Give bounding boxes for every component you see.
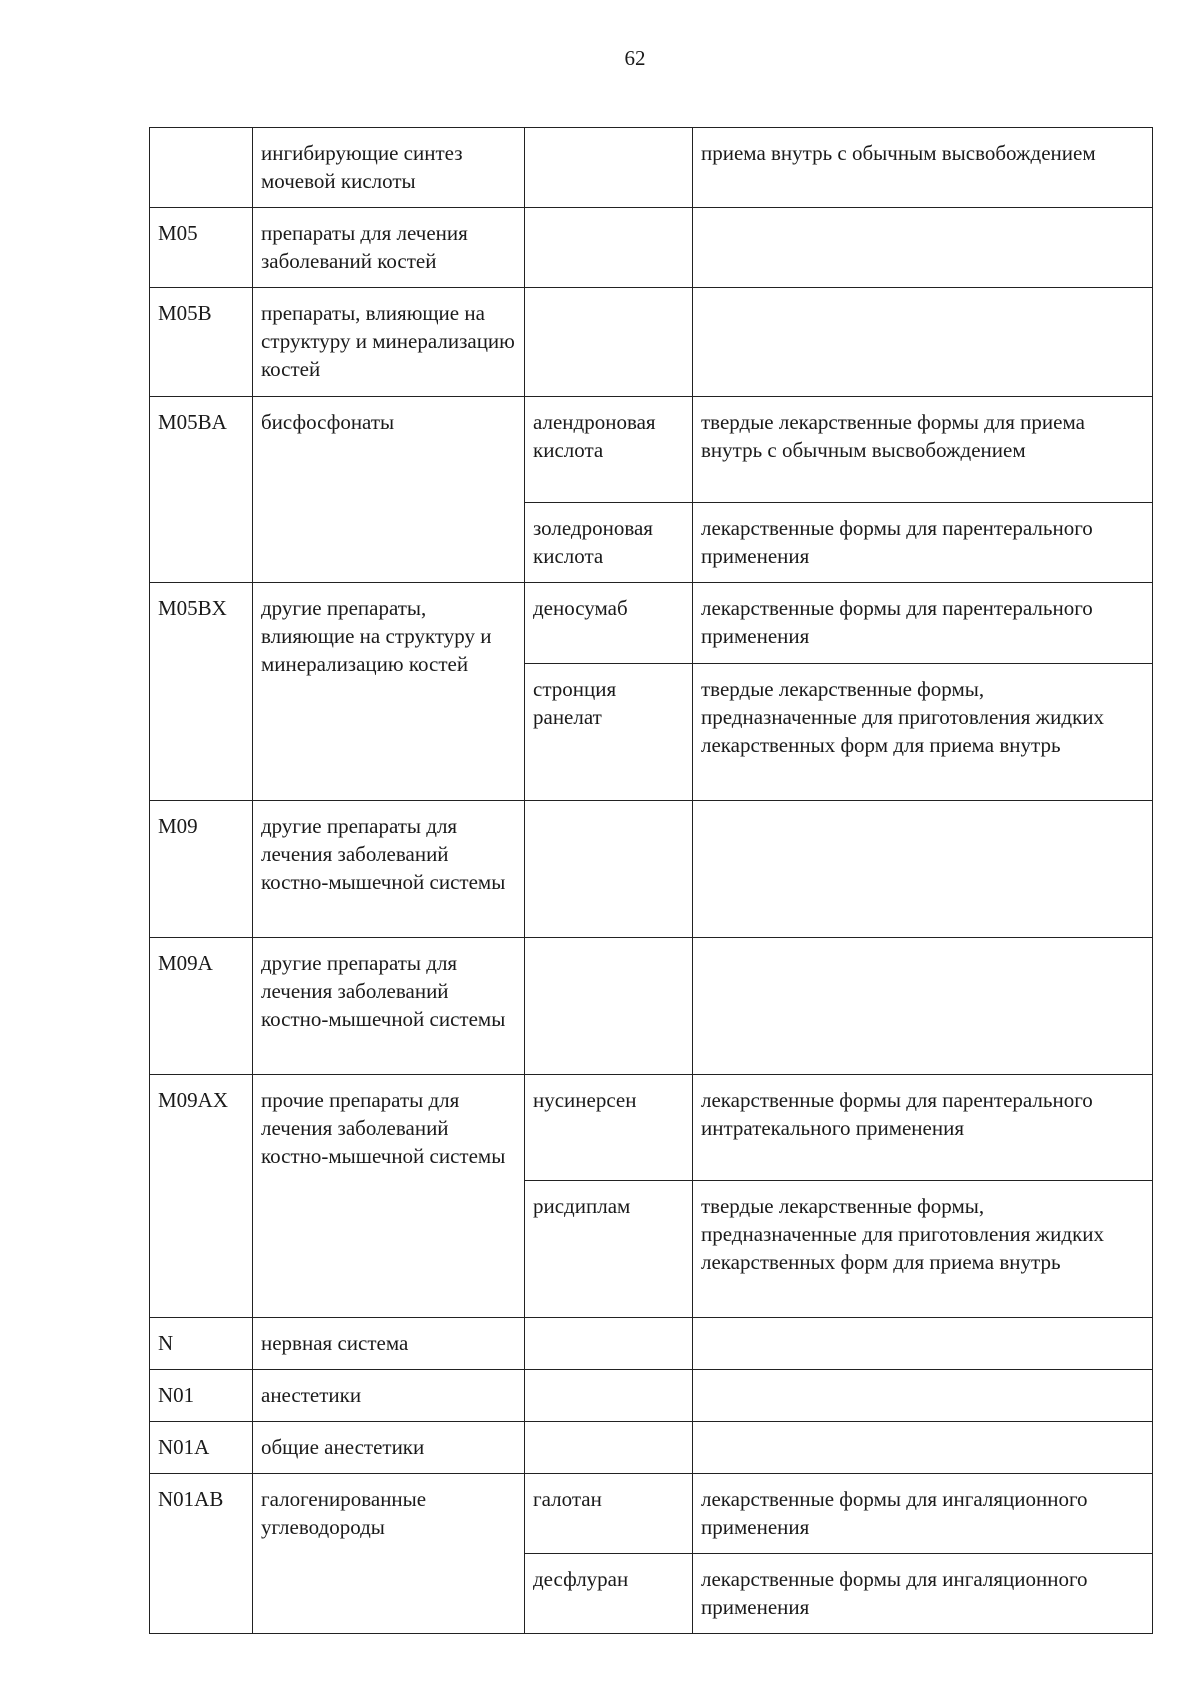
inn-cell — [525, 128, 693, 208]
inn-cell — [525, 1422, 693, 1474]
inn-cell — [525, 1370, 693, 1422]
page-number: 62 — [624, 46, 646, 70]
atc-code-cell: N — [150, 1318, 253, 1370]
atc-code-cell: M05B — [150, 288, 253, 397]
inn-cell: стронция ранелат — [525, 664, 693, 801]
table-row — [150, 1075, 1153, 1181]
table-row — [150, 938, 1153, 1075]
group-name-cell: другие препараты для лечения заболеваний костно-мышечной системы — [253, 801, 525, 938]
atc-code-cell — [150, 128, 253, 208]
group-name-cell: нервная система — [253, 1318, 525, 1370]
group-name-cell: ингибирующие синтез мочевой кислоты — [253, 128, 525, 208]
atc-code-cell: N01 — [150, 1370, 253, 1422]
medicines-table — [149, 127, 1153, 1634]
inn-cell — [525, 1318, 693, 1370]
group-name-cell: бисфосфонаты — [253, 397, 525, 583]
dosage-form-cell: лекарственные формы для парентерального применения — [693, 503, 1153, 583]
atc-code-cell: N01A — [150, 1422, 253, 1474]
group-name-cell: прочие препараты для лечения заболеваний костно-мышечной системы — [253, 1075, 525, 1318]
dosage-form-cell: приема внутрь с обычным высвобождением — [693, 128, 1153, 208]
table-row — [150, 208, 1153, 288]
dosage-form-cell: лекарственные формы для парентерального применения — [693, 583, 1153, 664]
dosage-form-cell — [693, 1318, 1153, 1370]
atc-code-cell: M05BA — [150, 397, 253, 583]
inn-cell: галотан — [525, 1474, 693, 1554]
atc-code-cell: M09A — [150, 938, 253, 1075]
table-row — [150, 128, 1153, 208]
inn-cell: нусинерсен — [525, 1075, 693, 1181]
dosage-form-cell — [693, 938, 1153, 1075]
table-row — [150, 288, 1153, 397]
inn-cell — [525, 801, 693, 938]
dosage-form-cell: лекарственные формы для ингаляционного применения — [693, 1554, 1153, 1634]
group-name-cell: другие препараты для лечения заболеваний костно-мышечной системы — [253, 938, 525, 1075]
atc-code-cell: M09AX — [150, 1075, 253, 1318]
table-row — [150, 1474, 1153, 1554]
inn-cell — [525, 208, 693, 288]
dosage-form-cell: твердые лекарственные формы, предназначенные для приготовления жидких лекарственных форм для приема внутрь — [693, 664, 1153, 801]
table-row — [150, 1422, 1153, 1474]
inn-cell — [525, 288, 693, 397]
dosage-form-cell: твердые лекарственные формы, предназначенные для приготовления жидких лекарственных форм для приема внутрь — [693, 1181, 1153, 1318]
dosage-form-cell: твердые лекарственные формы для приема внутрь с обычным высвобождением — [693, 397, 1153, 503]
atc-code-cell: M09 — [150, 801, 253, 938]
group-name-cell: препараты, влияющие на структуру и минерализацию костей — [253, 288, 525, 397]
dosage-form-cell: лекарственные формы для парентерального интратекального применения — [693, 1075, 1153, 1181]
table-row — [150, 1370, 1153, 1422]
group-name-cell: препараты для лечения заболеваний костей — [253, 208, 525, 288]
group-name-cell: галогенированные углеводороды — [253, 1474, 525, 1634]
table-row — [150, 801, 1153, 938]
dosage-form-cell: лекарственные формы для ингаляционного применения — [693, 1474, 1153, 1554]
dosage-form-cell — [693, 208, 1153, 288]
group-name-cell: другие препараты, влияющие на структуру и минерализацию костей — [253, 583, 525, 801]
inn-cell: десфлуран — [525, 1554, 693, 1634]
inn-cell: рисдиплам — [525, 1181, 693, 1318]
dosage-form-cell — [693, 1422, 1153, 1474]
atc-code-cell: M05BX — [150, 583, 253, 801]
atc-code-cell: M05 — [150, 208, 253, 288]
atc-code-cell: N01AB — [150, 1474, 253, 1634]
group-name-cell: анестетики — [253, 1370, 525, 1422]
table-row — [150, 1318, 1153, 1370]
dosage-form-cell — [693, 801, 1153, 938]
inn-cell: деносумаб — [525, 583, 693, 664]
dosage-form-cell — [693, 288, 1153, 397]
table-row — [150, 583, 1153, 664]
inn-cell: алендроновая кислота — [525, 397, 693, 503]
group-name-cell: общие анестетики — [253, 1422, 525, 1474]
dosage-form-cell — [693, 1370, 1153, 1422]
inn-cell — [525, 938, 693, 1075]
table-row — [150, 397, 1153, 503]
inn-cell: золедроновая кислота — [525, 503, 693, 583]
